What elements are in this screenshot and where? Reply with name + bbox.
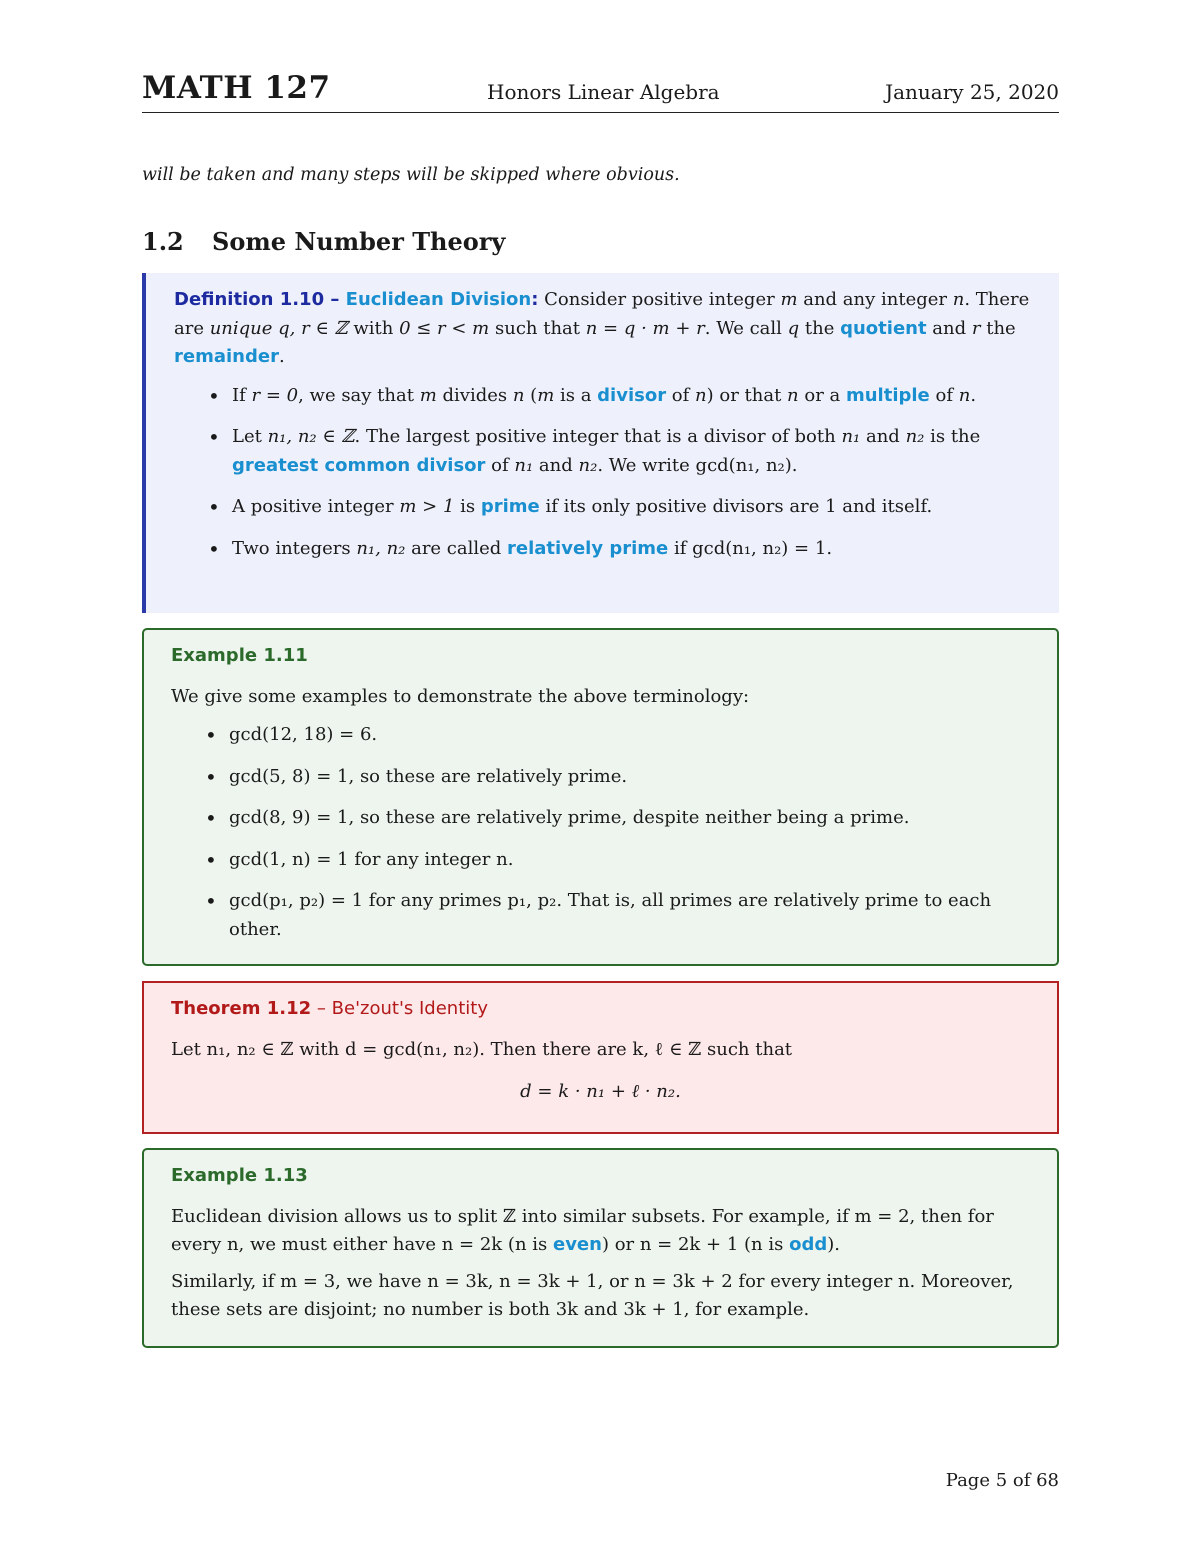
example-box-2	[142, 1148, 1059, 1348]
term-gcd: greatest common divisor	[232, 454, 486, 476]
example-list	[171, 721, 1030, 944]
term-relatively-prime: relatively prime	[507, 537, 669, 559]
header-date: January 25, 2020	[885, 80, 1059, 104]
theorem-name: Be'zout's Identity	[331, 998, 488, 1019]
term-even: even	[552, 1234, 602, 1255]
section-heading	[142, 227, 505, 256]
section-number: 1.2	[142, 227, 184, 256]
term-multiple: multiple	[845, 384, 930, 406]
definition-bullets	[174, 382, 1031, 564]
list-item: • gcd(5, 8) = 1, so these are relatively prime.	[229, 763, 1030, 792]
theorem-box: Theorem 1.12 – Be'zout's Identity Let n₁, n₂ ∈ ℤ with d = gcd(n₁, n₂). Then there are k, ℓ ∈ ℤ such that d = k · n₁ + ℓ · n₂.	[142, 981, 1059, 1134]
list-item: • Two integers n₁, n₂ are called relatively prime if gcd(n₁, n₂) = 1.	[232, 535, 1031, 564]
list-item: • If r = 0, we say that m divides n (m is a divisor of n) or that n or a multiple of n.	[232, 382, 1031, 411]
list-item: • gcd(1, n) = 1 for any integer n.	[229, 846, 1030, 875]
list-item: • Let n₁, n₂ ∈ ℤ. The largest positive integer that is a divisor of both n₁ and n₂ is the greatest common divisor of n₁ and n₂. We write gcd(n₁, n₂).	[232, 423, 1031, 480]
theorem-statement: Let n₁, n₂ ∈ ℤ with d = gcd(n₁, n₂). Then there are k, ℓ ∈ ℤ such that	[171, 1038, 793, 1060]
list-item: • gcd(12, 18) = 6.	[229, 721, 1030, 750]
theorem-equation: d = k · n₁ + ℓ · n₂.	[520, 1081, 681, 1102]
page-number: Page 5 of 68	[945, 1470, 1059, 1491]
page-header	[142, 70, 1059, 113]
term-prime: prime	[480, 496, 540, 517]
term-quotient: quotient	[840, 317, 927, 339]
term-remainder: remainder	[174, 346, 279, 367]
section-title: Some Number Theory	[212, 227, 506, 256]
list-item: • gcd(8, 9) = 1, so these are relatively prime, despite neither being a prime.	[229, 804, 1030, 833]
theorem-label: Theorem 1.12	[171, 998, 312, 1019]
definition-label: Definition 1.10	[174, 289, 325, 310]
list-item: • A positive integer m > 1 is prime if its only positive divisors are 1 and itself.	[232, 493, 1031, 522]
example-box	[142, 628, 1059, 966]
definition-name: Euclidean Division	[345, 289, 532, 310]
example-paragraph: Euclidean division allows us to split ℤ into similar subsets. For example, if m = 2, then for every n, we must either have n = 2k (n is even) or n = 2k + 1 (n is odd).	[171, 1205, 994, 1255]
term-odd: odd	[789, 1234, 828, 1255]
definition-statement: Definition 1.10 – Euclidean Division: Consider positive integer m and any integer n. There are unique q, r ∈ ℤ with 0 ≤ r < m such that n = q · m + r. We call q the quotient and r the remainder.	[174, 289, 1030, 367]
intro-text: will be taken and many steps will be skipped where obvious.	[142, 165, 680, 185]
example-intro: We give some examples to demonstrate the above terminology:	[171, 685, 750, 707]
example-label: Example 1.11	[171, 645, 308, 666]
definition-box	[142, 273, 1059, 613]
course-title: MATH 127	[142, 70, 331, 106]
term-divisor: divisor	[597, 384, 667, 406]
course-subject: Honors Linear Algebra	[487, 80, 720, 104]
page	[142, 70, 1059, 1320]
example-label: Example 1.13	[171, 1165, 308, 1186]
example-paragraph: Similarly, if m = 3, we have n = 3k, n = 3k + 1, or n = 3k + 2 for every integer n. Moreover, these sets are disjoint; no number is both 3k and 3k + 1, for example.	[171, 1270, 1014, 1320]
list-item: • gcd(p₁, p₂) = 1 for any primes p₁, p₂. That is, all primes are relatively prime to each other.	[229, 887, 1030, 944]
